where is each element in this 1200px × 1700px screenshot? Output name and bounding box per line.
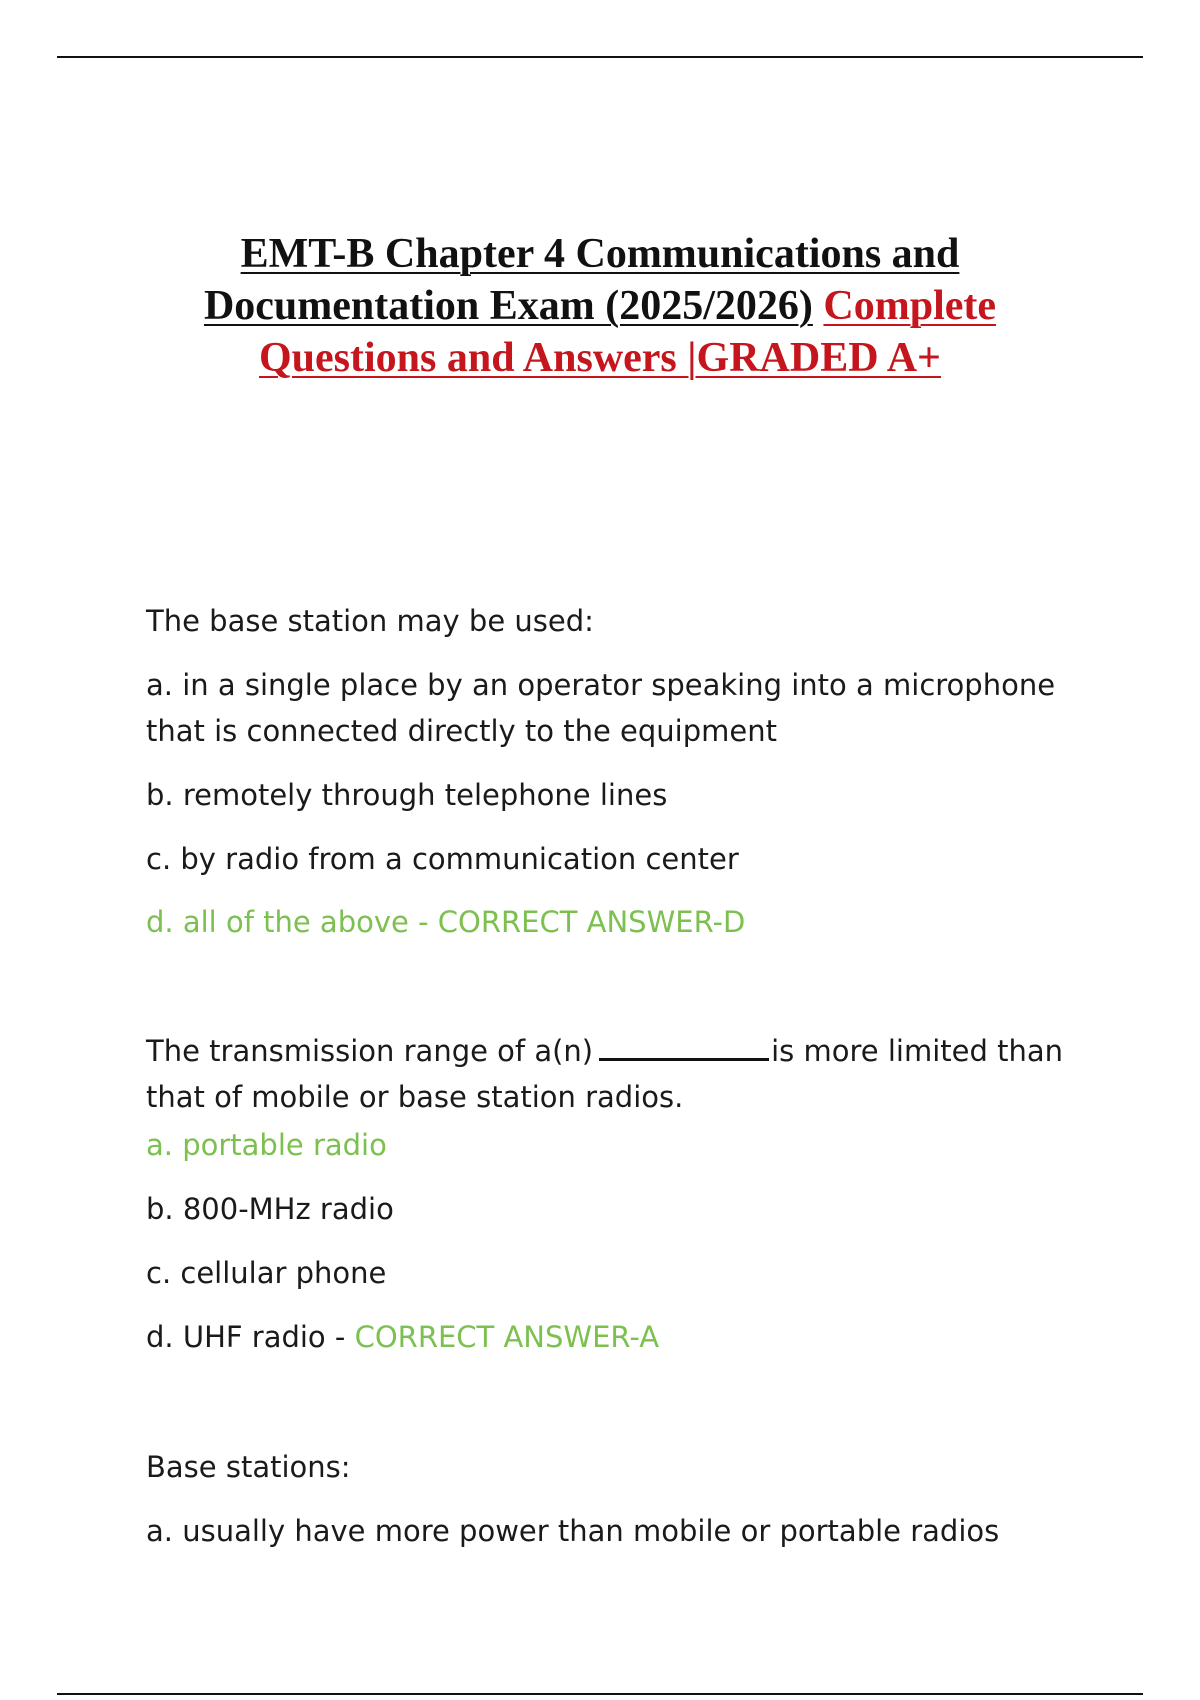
question-2-option-b: b. 800-MHz radio — [146, 1192, 394, 1226]
document-title — [100, 228, 1100, 384]
question-3-prompt: Base stations: — [146, 1450, 351, 1484]
question-2-option-a-correct: a. portable radio — [146, 1128, 387, 1162]
top-rule — [57, 56, 1143, 58]
bottom-rule — [57, 1693, 1143, 1695]
question-3-option-a: a. usually have more power than mobile or portable radios — [146, 1514, 1000, 1548]
question-2-option-d — [146, 1314, 1086, 1360]
title-line-2-red: Complete — [823, 283, 997, 329]
question-2-prompt-line-2: that of mobile or base station radios. — [146, 1080, 684, 1114]
fill-in-blank — [599, 1030, 769, 1061]
question-2-correct-answer: CORRECT ANSWER-A — [354, 1320, 660, 1354]
question-2-option-d-text: d. UHF radio - — [146, 1320, 355, 1354]
question-1-prompt: The base station may be used: — [146, 604, 594, 638]
question-2-option-c: c. cellular phone — [146, 1256, 387, 1290]
question-1-option-d-correct: d. all of the above - CORRECT ANSWER-D — [146, 905, 746, 939]
title-line-1: EMT-B Chapter 4 Communications and — [240, 231, 960, 277]
question-2-prompt-after: is more limited than — [771, 1034, 1064, 1068]
question-1-option-a-line-1: a. in a single place by an operator speaking into a microphone — [146, 668, 1056, 702]
question-1-option-a-line-2: that is connected directly to the equipment — [146, 714, 777, 748]
title-line-3-red: Questions and Answers |GRADED A+ — [259, 335, 941, 381]
question-1-option-b: b. remotely through telephone lines — [146, 778, 668, 812]
question-2-prompt-before: The transmission range of a(n) — [146, 1034, 594, 1068]
title-line-2: Documentation Exam (2025/2026) — [203, 283, 813, 329]
question-1-option-c: c. by radio from a communication center — [146, 842, 739, 876]
question-2-prompt-line-1 — [146, 1028, 1086, 1074]
